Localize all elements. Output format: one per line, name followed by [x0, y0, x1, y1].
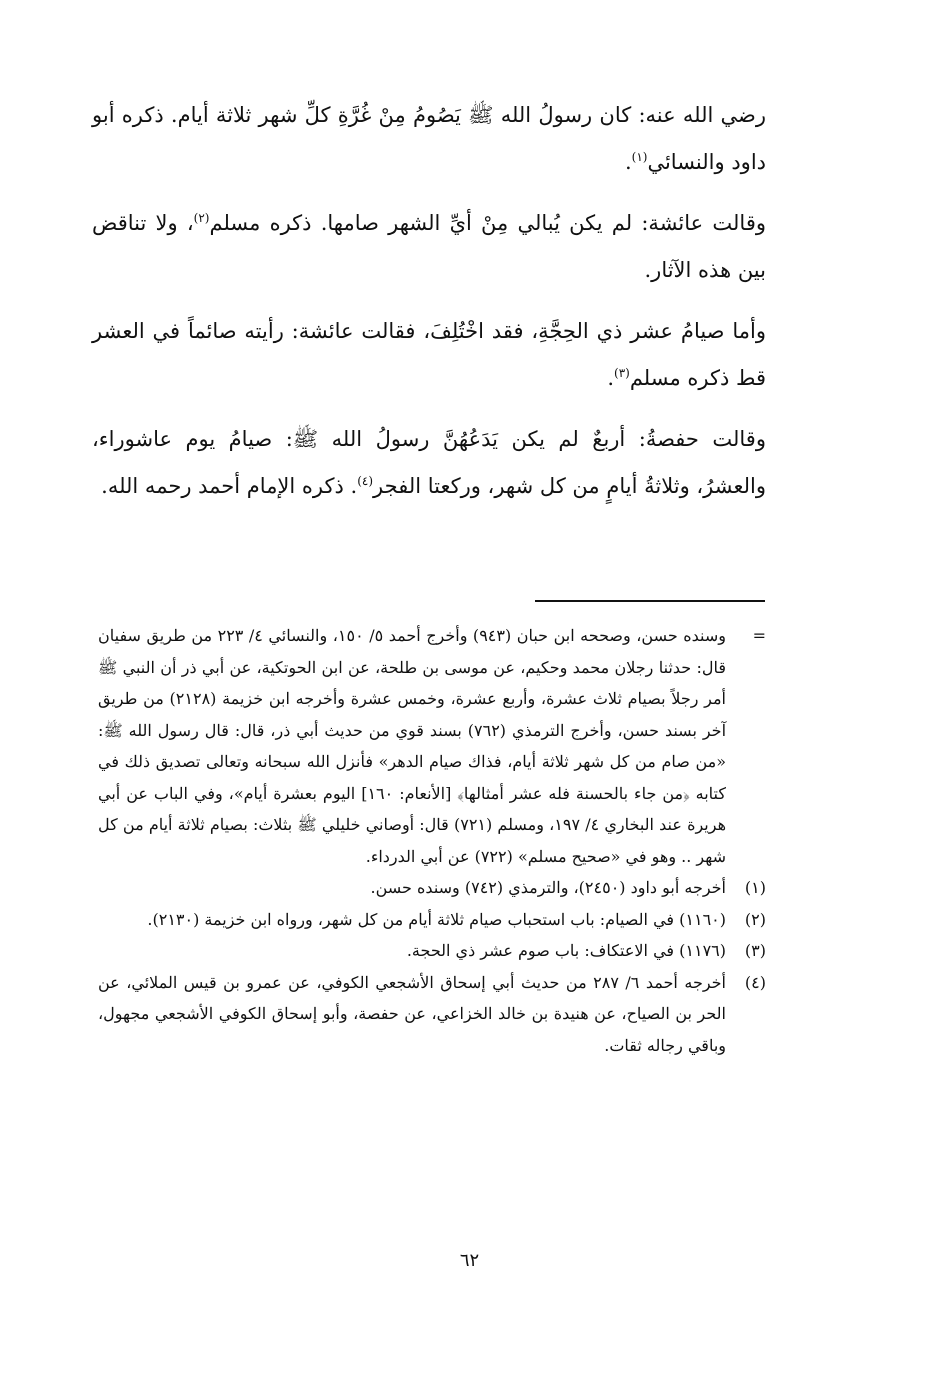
- paragraph-text: وقالت حفصةُ: أربعٌ لم يكن يَدَعُهُنَّ رسولُ الله ﷺ: صيامُ يوم عاشوراء، والعشرُ، وثلاثةُ أيامٍ من كل شهر، وركعتا الفجر: [92, 427, 766, 498]
- paragraph: [92, 200, 766, 294]
- paragraph-text: وأما صيامُ عشر ذي الحِجَّةِ، فقد اخْتُلِفَ، فقالت عائشة: رأيته صائماً في العشر قط ذكره مسلم: [92, 319, 766, 390]
- paragraph-end: ، ولا تناقض بين هذه الآثار.: [92, 211, 766, 282]
- footnote-3: [98, 935, 766, 967]
- footnote-marker: (٣): [744, 941, 766, 960]
- paragraph: [92, 92, 766, 186]
- paragraph-text: وقالت عائشة: لم يكن يُبالي مِنْ أيِّ الشهر صامها. ذكره مسلم: [209, 211, 766, 235]
- footnote-ref: (١): [631, 150, 648, 164]
- footnote-marker: (١): [744, 878, 766, 897]
- paragraph-end: . ذكره الإمام أحمد رحمه الله.: [101, 474, 358, 498]
- footnote-text: أخرجه أبو داود (٢٤٥٠)، والترمذي (٧٤٢) وسنده حسن.: [370, 878, 726, 897]
- paragraph: [92, 308, 766, 402]
- footnote-1: [98, 872, 766, 904]
- footnote-text: أخرجه أحمد ٦/ ٢٨٧ من حديث أبي إسحاق الأشجعي الكوفي، عن عمرو بن قيس الملائي، عن الحر بن الصياح، عن هنيدة بن خالد الخزاعي، عن حفصة، وأبو إسحاق الكوفي الأشجعي مجهول، وباقي رجاله ثقات.: [98, 972, 726, 1055]
- footnotes: [98, 620, 766, 1061]
- footnote-2: [98, 904, 766, 936]
- paragraph: [92, 416, 766, 510]
- footnote-continued: [98, 620, 766, 872]
- footnote-divider: [535, 600, 765, 602]
- footnote-4: [98, 967, 766, 1062]
- footnote-text: (١١٦٠) في الصيام: باب استحباب صيام ثلاثة أيام من كل شهر، ورواه ابن خزيمة (٢١٣٠).: [147, 909, 726, 929]
- footnote-marker: (٢): [744, 909, 766, 929]
- footnote-ref: (٢): [193, 211, 210, 225]
- footnote-ref: (٣): [614, 366, 630, 380]
- footnote-text: (١١٧٦) في الاعتكاف: باب صوم عشر ذي الحجة.: [406, 941, 726, 960]
- paragraph-end: .: [624, 150, 632, 174]
- footnote-marker: =: [752, 626, 766, 645]
- paragraph-text: رضي الله عنه: كان رسولُ الله ﷺ يَصُومُ مِنْ غُرَّةِ كلِّ شهر ثلاثة أيام. ذكره أبو داود والنسائي: [92, 103, 766, 174]
- page-number: ٦٢: [459, 1250, 480, 1271]
- paragraph-end: .: [607, 366, 614, 390]
- footnote-marker: (٤): [744, 972, 766, 992]
- footnote-text: وسنده حسن، وصححه ابن حبان (٩٤٣) وأخرج أحمد ٥/ ١٥٠، والنسائي ٤/ ٢٢٣ من طريق سفيان قال: حدثنا رجلان محمد وحكيم، عن موسى بن طلحة، عن ابن الحوتكية، عن أبي ذر أن النبي ﷺ أمر رجلاً بصيام ثلاث عشرة، وأربع عشرة، وخمس عشرة وأخرجه ابن خزيمة (٢١٢٨) من طريق آخر بسند حسن، وأخرج الترمذي (٧٦٢) بسند قوي من حديث أبي ذر، قال: قال رسول الله ﷺ: «من صام من كل شهر ثلاثة أيام، فذاك صيام الدهر» فأنزل الله سبحانه وتعالى تصديق ذلك في كتابه ﴿من جاء بالحسنة فله عشر أمثالها﴾ [الأنعام: ١٦٠] اليوم بعشرة أيام»، وفي الباب عن أبي هريرة عند البخاري ٤/ ١٩٧، ومسلم (٧٢١) قال: أوصاني خليلي ﷺ بثلاث: بصيام ثلاثة أيام من كل شهر .. وهو في «صحيح مسلم» (٧٢٢) عن أبي الدرداء.: [98, 626, 727, 866]
- main-text: [92, 92, 766, 510]
- footnote-ref: (٤): [357, 474, 374, 488]
